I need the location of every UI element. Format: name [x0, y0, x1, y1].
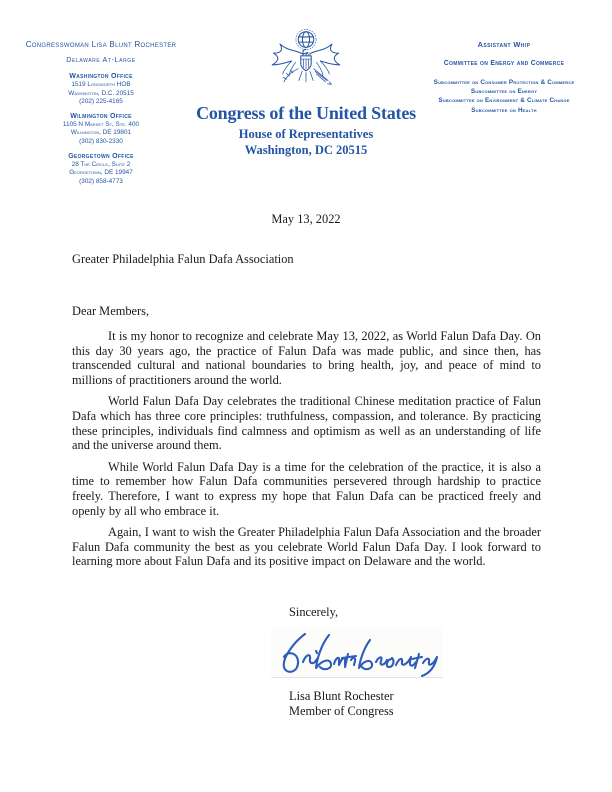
body-paragraph: Again, I want to wish the Greater Philadelphia Falun Dafa Association and the broader Falun Dafa community the best as you celebrate World Falun Dafa Day. I look forward to learning more about Falun Dafa and its positive impact on Delaware and the world.	[72, 524, 541, 569]
office-phone-line: (202) 225-4165	[79, 98, 123, 106]
letter-date: May 13, 2022	[271, 212, 341, 226]
us-house-eagle-seal-icon	[267, 28, 345, 94]
body-paragraph: World Falun Dafa Day celebrates the traditional Chinese meditation practice of Falun Dafa which has three core principles: truthfulness, compassion, and tolerance. By practicing these principles, individuals find calmness and optimism as well as an understanding of life and the universe around them.	[72, 394, 541, 453]
office-address-line: Washington, D.C. 20515	[68, 89, 134, 97]
office-address-line: 28 The Circle, Suite 2	[71, 160, 131, 168]
office-address-line: 1519 Longworth HOB	[71, 81, 131, 88]
office-title: Georgetown Office	[68, 152, 134, 160]
member-name-heading: Congresswoman Lisa Blunt Rochester	[25, 40, 177, 49]
leadership-role-label: Assistant Whip	[477, 40, 531, 49]
closing-line: Sincerely,	[289, 605, 339, 619]
letter-body	[72, 329, 541, 576]
recipient-line: Greater Philadelphia Falun Dafa Association	[72, 252, 294, 266]
congress-title: Congress of the United States	[196, 103, 416, 123]
office-phone-line: (302) 858-4773	[79, 177, 123, 185]
signer-name: Lisa Blunt Rochester	[289, 689, 394, 703]
district-label: Delaware At-Large	[66, 55, 136, 64]
subcommittee-label: Subcommittee on Environment & Climate Change	[438, 97, 570, 105]
chamber-subtitle: House of Representatives	[238, 127, 374, 141]
subcommittee-label: Subcommittee on Consumer Protection & Commerce	[433, 79, 575, 86]
body-paragraph: While World Falun Dafa Day is a time for the celebration of the practice, it is also a time to remember how Falun Dafa communities persevered through hardship to practice freely. Therefore, I want to express my hope that Falun Dafa can be practiced freely and openly by all who embrace it.	[72, 459, 541, 518]
lisa-blunt-rochester-signature-icon	[271, 627, 443, 677]
salutation: Dear Members,	[72, 304, 150, 318]
subcommittee-label: Subcommittee on Energy	[470, 88, 538, 96]
office-title: Washington Office	[69, 73, 133, 80]
letterhead-right-column	[408, 40, 600, 115]
body-paragraph: It is my honor to recognize and celebrate May 13, 2022, as World Falun Dafa Day. On this day 30 years ago, the practice of Falun Dafa was made public, and since then, has transcended cultural and national boundaries to bring health, joy, and peace of mind to millions of practitioners around the world.	[72, 329, 541, 388]
office-title: Wilmington Office	[70, 112, 132, 120]
signature-image	[271, 627, 443, 678]
office-address-line: Wilmington, DE 19801	[70, 129, 132, 137]
committee-label: Committee on Energy and Commerce	[443, 60, 565, 67]
office-address-line: Georgetown, DE 19947	[69, 169, 133, 177]
subcommittee-label: Subcommittee on Health	[471, 106, 537, 114]
office-address-line: 1105 N Market St, Ste. 400	[62, 120, 140, 128]
signer-title: Member of Congress	[289, 704, 394, 718]
capitol-address: Washington, DC 20515	[244, 143, 368, 157]
office-phone-line: (302) 830-2330	[79, 137, 123, 145]
